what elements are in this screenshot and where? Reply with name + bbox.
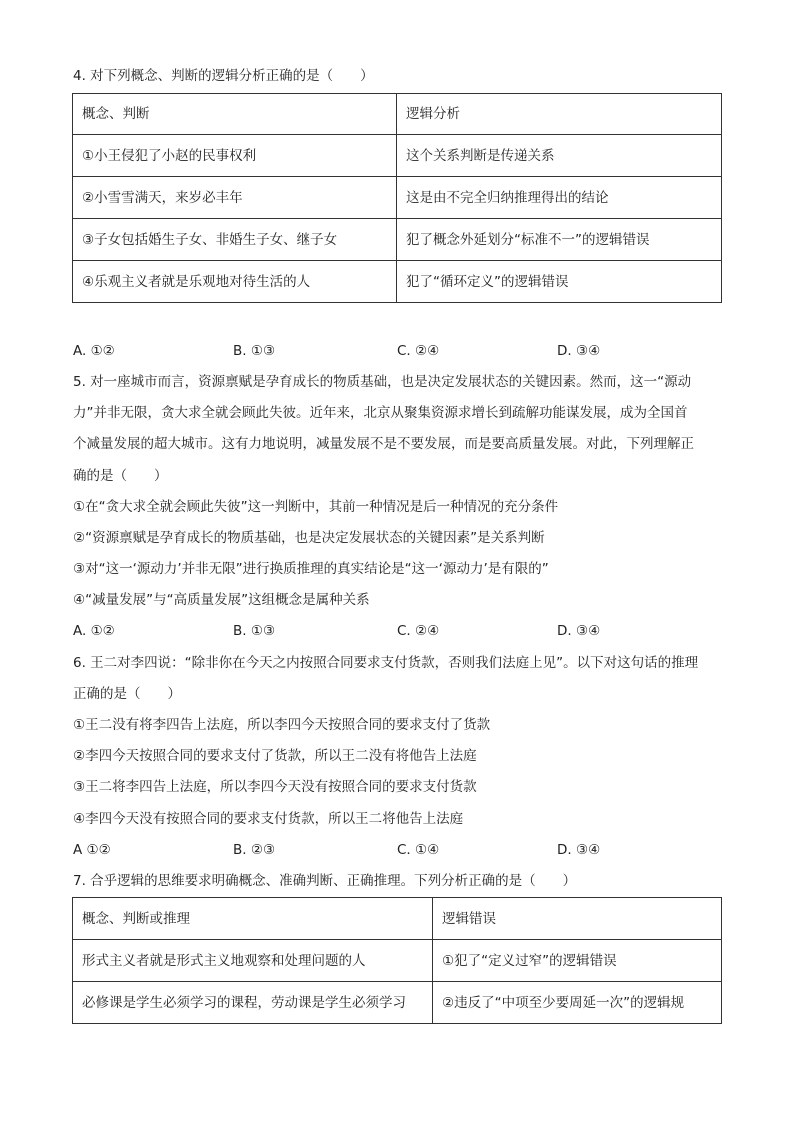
q5-stem-line: 5. 对一座城市而言，资源禀赋是孕育成长的物质基础，也是决定发展状态的关键因素。然而，这一“源动 xyxy=(73,374,692,390)
table-cell: ②小雪雪满天，来岁必丰年 xyxy=(73,177,397,219)
q6-option-c: C. ①④ xyxy=(397,842,440,858)
table-cell: ①犯了“定义过窄”的逻辑错误 xyxy=(433,940,722,982)
q5-statement: ④“减量发展”与“高质量发展”这组概念是属种关系 xyxy=(73,592,370,608)
q6-statement: ①王二没有将李四告上法庭，所以李四今天按照合同的要求支付了货款 xyxy=(73,717,491,733)
q5-stem-line: 力”并非无限，贪大求全就会顾此失彼。近年来，北京从聚集资源求增长到疏解功能谋发展，成为全国首 xyxy=(73,405,688,421)
q5-statement: ③对“这一‘源动力’并非无限”进行换质推理的真实结论是“这一‘源动力’是有限的” xyxy=(73,561,549,577)
table-cell: 这是由不完全归纳推理得出的结论 xyxy=(397,177,722,219)
q5-stem-line: 个减量发展的超大城市。这有力地说明，减量发展不是不要发展，而是要高质量发展。对此，下列理解正 xyxy=(73,436,694,452)
table-row xyxy=(73,135,722,177)
q5-option-a: A. ①② xyxy=(73,623,115,639)
table-header-cell: 逻辑分析 xyxy=(397,94,722,135)
table-row xyxy=(73,177,722,219)
q4-option-c: C. ②④ xyxy=(397,343,440,359)
q4-table xyxy=(72,93,722,303)
q6-statement: ②李四今天按照合同的要求支付了货款，所以王二没有将他告上法庭 xyxy=(73,748,477,764)
q6-stem-line: 正确的是（ ） xyxy=(73,686,181,702)
table-cell: ③子女包括婚生子女、非婚生子女、继子女 xyxy=(73,219,397,261)
table-cell: 必修课是学生必须学习的课程，劳动课是学生必须学习 xyxy=(73,982,433,1024)
q6-option-b: B. ②③ xyxy=(233,842,276,858)
q5-stem-line: 确的是（ ） xyxy=(73,468,168,484)
q5-statement: ①在“贪大求全就会顾此失彼”这一判断中，其前一种情况是后一种情况的充分条件 xyxy=(73,499,559,515)
q6-statement: ④李四今天没有按照合同的要求支付货款，所以王二将他告上法庭 xyxy=(73,811,464,827)
q4-stem: 4. 对下列概念、判断的逻辑分析正确的是（ ） xyxy=(73,68,374,84)
table-cell: 犯了概念外延划分“标准不一”的逻辑错误 xyxy=(397,219,722,261)
table-header-row xyxy=(73,94,722,135)
table-row xyxy=(73,940,722,982)
table-cell: ①小王侵犯了小赵的民事权利 xyxy=(73,135,397,177)
table-header-cell: 概念、判断或推理 xyxy=(73,898,433,940)
q5-option-d: D. ③④ xyxy=(557,623,601,639)
q7-stem: 7. 合乎逻辑的思维要求明确概念、准确判断、正确推理。下列分析正确的是（ ） xyxy=(73,873,577,889)
table-cell: 犯了“循环定义”的逻辑错误 xyxy=(397,261,722,303)
q4-option-d: D. ③④ xyxy=(557,343,601,359)
table-row xyxy=(73,219,722,261)
table-cell: ④乐观主义者就是乐观地对待生活的人 xyxy=(73,261,397,303)
table-cell: 这个关系判断是传递关系 xyxy=(397,135,722,177)
q6-statement: ③王二将李四告上法庭，所以李四今天没有按照合同的要求支付货款 xyxy=(73,779,477,795)
q4-option-a: A. ①② xyxy=(73,343,115,359)
q6-option-d: D. ③④ xyxy=(557,842,601,858)
table-header-row xyxy=(73,898,722,940)
q4-option-b: B. ①③ xyxy=(233,343,276,359)
table-row xyxy=(73,982,722,1024)
q6-option-a: A ①② xyxy=(73,842,111,858)
table-row xyxy=(73,261,722,303)
q7-table xyxy=(72,897,722,1024)
q5-statement: ②“资源禀赋是孕育成长的物质基础，也是决定发展状态的关键因素”是关系判断 xyxy=(73,530,545,546)
table-cell: ②违反了“中项至少要周延一次”的逻辑规 xyxy=(433,982,722,1024)
q6-stem-line: 6. 王二对李四说：“除非你在今天之内按照合同要求支付货款，否则我们法庭上见”。以下对这句话的推理 xyxy=(73,655,699,671)
table-header-cell: 概念、判断 xyxy=(73,94,397,135)
table-cell: 形式主义者就是形式主义地观察和处理问题的人 xyxy=(73,940,433,982)
q5-option-b: B. ①③ xyxy=(233,623,276,639)
table-header-cell: 逻辑错误 xyxy=(433,898,722,940)
q5-option-c: C. ②④ xyxy=(397,623,440,639)
